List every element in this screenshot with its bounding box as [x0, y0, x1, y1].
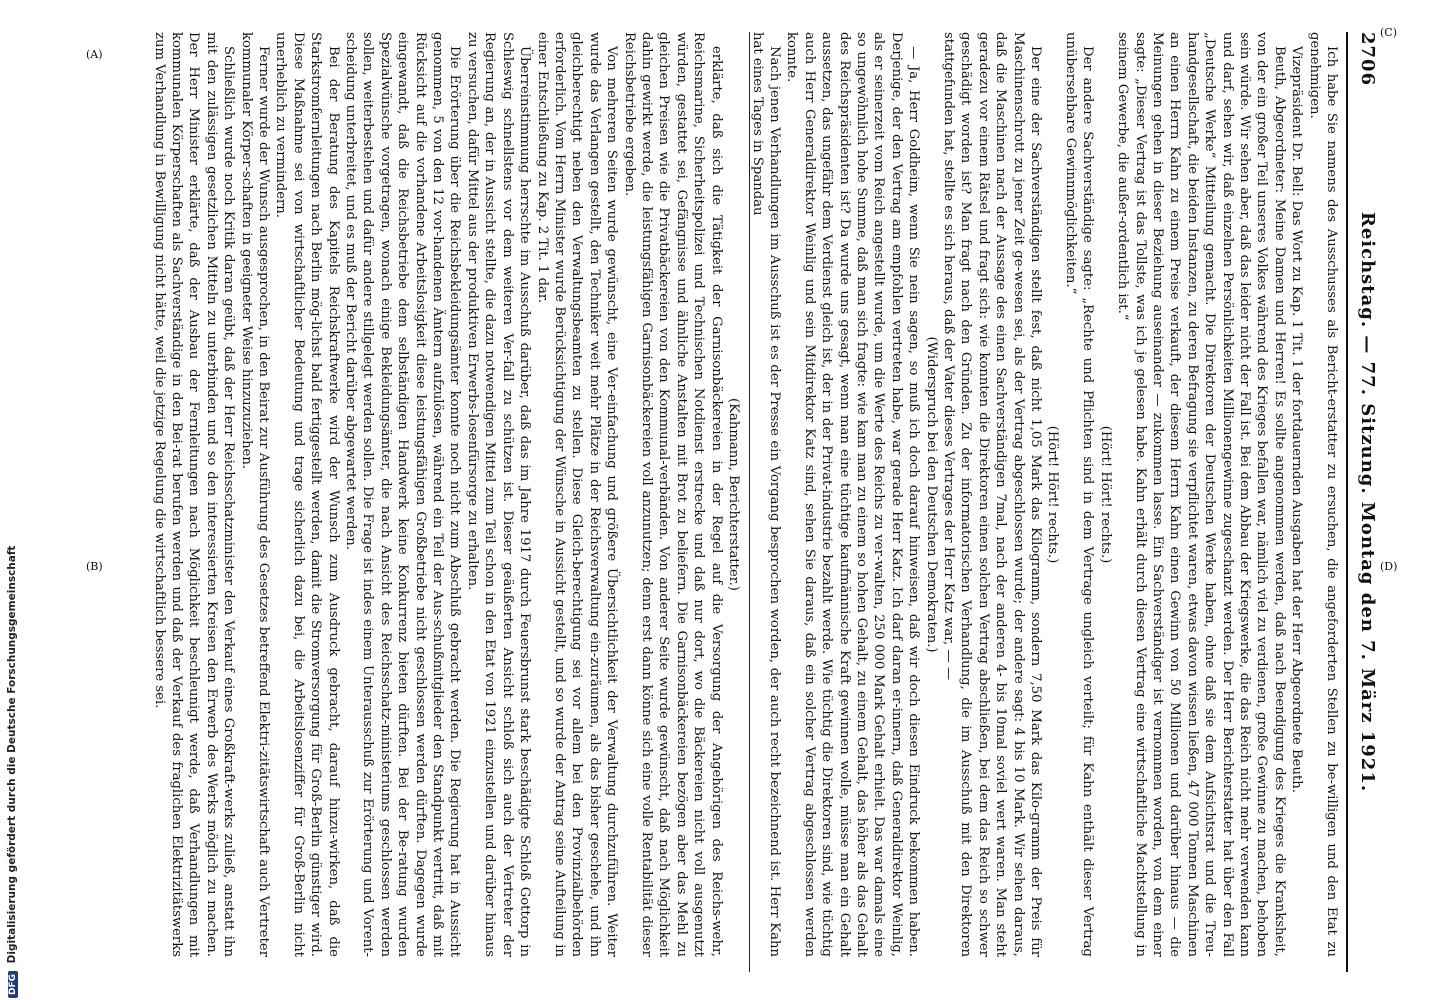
- paragraph: Von mehreren Seiten wurde gewünscht, eine Ver-einfachung und größere Übersichtlichkeit der Verwaltung durchzuführen. Weiter wurde das Verlangen gestellt, den Techniker weit mehr Plätze in der Reichsverwaltung ein-zuräumen, als das bisher geschehe, und ihn gleichberechtigt neben den Verwaltungsbeamten zu stellen. Diese Gleich-berechtigung sei vor allem bei den Provinzialbehörden erforderlich. Vom Herrn Minister wurde Berücksichtigung der Wünsche in Aussicht gestellt, und so wurde der Antrag seine Aufteilung in einer Entschließung zu Kap. 2 Tit. 1 dar.: [534, 32, 620, 957]
- paragraph: (Widerspruch bei den Deutschen Demokraten.): [923, 336, 939, 653]
- funding-notice: [6, 18, 18, 998]
- page-number: 2706: [1357, 32, 1378, 87]
- margin-mark-c: (C): [1380, 26, 1397, 39]
- page-header: [1352, 32, 1378, 972]
- paragraph: Nach jenen Verhandlungen im Ausschuß ist es der Presse ein Vorgang besprochen worden, der auch recht bezeichnend ist. Herr Kahn hat eines Tages in Spandau: [749, 32, 782, 957]
- paragraph: erklärte, daß sich die Tätigkeit der Garnisonbäckereien in der Regel auf die Versorgung der Angehörigen des Reichs-wehr, Reichsmarine, Sicherheitspolizei und Technischen Notdienst erstrecke und daß nur dort, wo die Bäckereien nicht voll ausgenutzt würden, gestattet sei, Gefängnisse und ähnliche Anstalten mit Brot zu beliefern. Die Garnisonbäckereien bezögen aber das Mehl zu gleichen Preisen wie die Privatbäckereien von den Kommunal-verbänden. Von anderer Seite wurde gewünscht, daß nach Möglichkeit dahin gewirkt werde, die leistungsfähigen Garnisonbäckereien voll anzunutzen; denn erst dann könne sich eine volle Rentabilität dieser Reichsbetriebe ergeben.: [621, 32, 724, 957]
- dfg-logo: DFG: [8, 971, 18, 998]
- paragraph: Der andere Sachverständige sagte: „Rechte und Pflichten sind in dem Vertrage ungleich verteilt; für Kahn enthält dieser Vertrag unübersehbare Gewinnmöglichkeiten.“: [1062, 32, 1096, 957]
- margin-mark-a: (A): [86, 48, 103, 61]
- paragraph: Beuth, Abgeordneter: Meine Damen und Herren! Es sollte angenommen werden, daß nach Beendigung des Krieges die Kranksheit, von der ein großer Teil unseres Volkes während des Krieges befallen war, nämlich viel zu verdienen, große Gewinne zu machen, behoben sein würde. Wir sehen aber, daß das leider nicht der Fall ist. Bei dem Abbau der Kriegswerke, die das Reich nicht mehr verwenden kann und darf, sehen wir, daß einzelnen Persönlichkeiten Millionengewinne zugeschanzt werden. Der Herr Berichterstatter hat über den Fall „Deutsche Werke“ Mitteilung gemacht. Die Direktoren der Deutschen Werke haben, ohne daß sie dem Aufsichtsrat und die Treu-handgesellschaft, die beiden Instanzen, zu deren Befragung sie verpflichtet waren, etwas davon wissen ließen, 47 000 Tonnen Maschinen an einen Herrn Kahn zu einem Preise verkauft, der diesem Herrn Kahn einen Gewinn von 50 Millionen und darüber hinaus — die Meinungen gehen in dieser Beziehung auseinander — zukommen lasse. Ein Sachverständiger ist vernommen worden, von dem einer sagte: „Dieser Vertrag ist das Tollste, was ich je gelesen habe. Kahn erhält durch diesen Vertrag eine wirtschaftliche Machtstellung in seinem Gewerbe, die außer-ordentlich ist.“: [1115, 32, 1287, 957]
- funding-text: Digitalisierung gefördert durch die Deutsche Forschungsgemeinschaft: [6, 545, 18, 964]
- paragraph: Bei der Beratung des Kapitels Reichskraftwerke wird der Wunsch zum Ausdruck gebracht, darauf hinzu-wirken, daß die Starkstromfernleitungen nach Berlin mög-lichst bald fertiggestellt werden, damit die Stromversorgung für Groß-Berlin günstiger wird. Diese Maßnahme sei von wirtschaftlicher Bedeutung und trage sicherlich dazu bei, die Arbeitslosenziffer für Groß-Berlin nicht unerheblich zu vermindern.: [273, 32, 341, 957]
- margin-mark-b: (B): [86, 560, 103, 573]
- running-head: Reichstag. — 77. Sitzung. Montag den 7. März 1921.: [1357, 211, 1378, 793]
- bottom-column: [82, 32, 742, 957]
- rotated-newspaper-sheet: [78, 32, 1378, 972]
- margin-mark-d: (D): [1380, 560, 1398, 573]
- paragraph: Ich habe Sie namens des Ausschusses als Bericht-erstatter zu ersuchen, die angeforderten Stellen zu be-willigen und den Etat zu genehmigen.: [1306, 32, 1339, 957]
- paragraph: (Hört! Hört! rechts.): [1097, 425, 1113, 564]
- paragraph: (Kahmann, Berichterstatter.): [726, 398, 741, 591]
- paragraph: (Hört! Hört! rechts.): [1045, 425, 1061, 564]
- column-divider: [749, 32, 750, 972]
- top-column: [749, 32, 1340, 957]
- paragraph: — Ja, Herr Goldheim, wenn Sie nein sagen, so muß ich doch darauf hinweisen, daß wir doch diesen Eindruck bekommen haben. Derjenige, der den Vertrag am empfohlen vertreten habe, war gerade Herr Katz. Ich darf daran er-innern, daß Generaldirektor Weinlig, als er seinerzeit vom Reich angestellt wurde, um die Werte des Reichs zu ver-walten, 250 000 Mark Gehalt erhielt. Das war damals eine so ungewöhnlich hohe Summe, daß man sich fragte: wie kam man zu einem so hohen Gehalt, zu einem Gehalt, das höher als das Gehalt des Reichspräsidenten ist? Da wurde uns gesagt, wenn man eine tüchtige kaufmännische Kraft gewinnen wolle, müsse man ein Gehalt aussetzen, das ungefähr dem Verdienst gleich ist, der in der Privat-industrie bezahlt werde. Wie tüchtig die Direktoren sind, wie tüchtig auch Herr Generaldirektor Weinlig und sein Mitdirektor Katz sind, sehen Sie daraus, daß ein solcher Vertrag abgeschlossen werden konnte.: [784, 32, 922, 957]
- paragraph: Ferner wurde der Wunsch ausgesprochen, in den Beirat zur Ausführung des Gesetzes betreffend Elektri-zitätswirtschaft auch Vertreter kommunaler Körper-schaften in geeigneter Weise hinzuzuziehen.: [238, 32, 272, 957]
- paragraph: Vizepräsident Dr. Bell: Das Wort zu Kap. 1 Tit. 1 der fortdauernden Ausgaben hat der Herr Abgeordnete Beuth.: [1289, 46, 1305, 793]
- paragraph: Die Erörterung über die Reichsbekleidungsämter konnte noch nicht zum Abschluß gebracht werden. Die Regierung hat in Aussicht genommen, 5 von den 12 vor-handenen Ämtern aufzulösen, während ein Teil der Aus-schußmitglieder den Standpunkt vertritt, daß mit Rücksicht auf die vorhandene Arbeitslosigkeit diese leistungsfähigen Großbetriebe nicht geschlossen werden dürften. Dagegen wurde eingewandt, daß die Reichsbetriebe dem selbständigen Handwerk keine Konkurrenz bieten dürften. Bei der Be-ratung wurden Spezialwünsche vorgetragen, wonach einige Bekleidungsämter, die nach Ansicht des Reichsschatz-ministeriums geschlossen werden sollen, weiterbestehen und dafür andere stillgelegt werden sollen. Die Frage ist indes einem Unterausschuß zur Erörterung und Vorent-scheidung unterbreitet, und es muß der Bericht darüber abgewartet werden.: [343, 32, 463, 957]
- header-rule: [1346, 32, 1348, 972]
- paragraph: Der eine der Sachverständigen stellt fest, daß nicht 1,05 Mark das Kilogramm, sondern 7,50 Mark das Kilo-gramm der Preis für Maschinenschrott zu jener Zeit ge-wesen sei, als der Vertrag abgeschlossen wurde; der andere sagt: 4 bis 10 Mark. Wir sehen daraus, daß die Maschinen nach der Aussage des einen Sachverständigen 7mal, nach der anderen 4- bis 10mal soviel wert waren. Man steht geradezu vor einem Rätsel und fragt sich: wie konnten die Direktoren einen solchen Vertrag abschließen, bei dem das Reich so schwer geschädigt worden ist? Man fragt nach den Gründen. Zu der informatorischen Verhandlung, die im Ausschuß mit den Direktoren stattgefunden hat, stellte es sich heraus, daß der Vater dieses Vertrages der Herr Katz war, — —: [941, 32, 1044, 957]
- paragraph: Schließlich wurde noch Kritik daran geübt, daß der Herr Reichsschatzminister den Verkauf eines Großkraft-werks zuließ, anstatt ihn mit den zulässigen gesetzlichen Mitteln zu unterbinden und so den interessierten Kreisen den Erwerb des Werks möglich zu machen. Der Herr Minister erklärte, daß der Ausbau der Fernleitungen nach Möglichkeit beschleunigt werde, daß Verhandlungen mit kommunalen Körperschaften als Sachverständige in den Bei-rat berufen werden und daß der Verkauf des fraglichen Elektrizitätswerks zum Verhandlung in Bewilligung nicht hätte, weil die jetzige Regelung die wirtschaftlich bessere sei.: [151, 32, 237, 957]
- paragraph: Überreinstimmung herrschte im Ausschuß darüber, daß das im Jahre 1917 durch Feuersbrunst stark beschädigte Schloß Gottorp in Schleswig schnellstens vor dem weiteren Ver-fall zu schützen ist. Dieser geäußerten Ansicht schloß sich auch der Vertreter der Regierung an, der in Aussicht stellte, die dazu notwendigen Mittel zum Teil schon in den Etat von 1921 einzustellen und darüber hinaus zu versuchen, dafür Mittel aus der produktiven Erwerbs-losenfürsorge zu erhalten.: [464, 32, 533, 957]
